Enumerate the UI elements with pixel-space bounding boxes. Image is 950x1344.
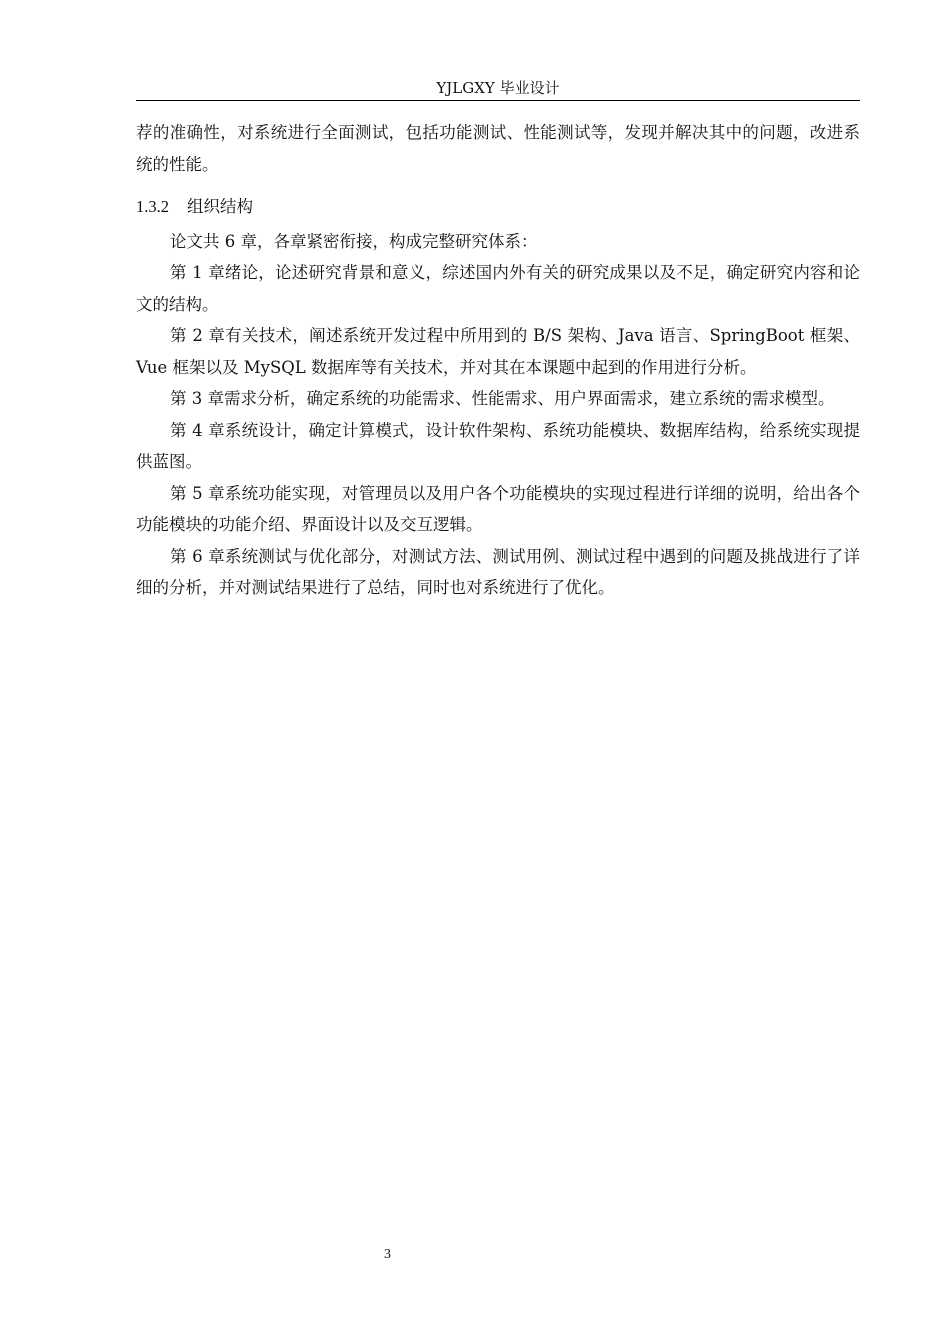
- section-heading: [136, 191, 860, 223]
- paragraph-chapter-3: 第 3 章需求分析，确定系统的功能需求、性能需求、用户界面需求，建立系统的需求模型。: [170, 389, 835, 408]
- paragraph-intro: 论文共 6 章，各章紧密衔接，构成完整研究体系：: [170, 231, 538, 251]
- paragraph-chapter-4: 第 4 章系统设计，确定计算模式，设计软件架构、系统功能模块、数据库结构，给系统实现提供蓝图。: [136, 420, 860, 471]
- paragraph-chapter-6: 第 6 章系统测试与优化部分，对测试方法、测试用例、测试过程中遇到的问题及挑战进行了详细的分析，并对测试结果进行了总结，同时也对系统进行了优化。: [136, 546, 860, 597]
- paragraph-chapter-1: 第 1 章绪论，论述研究背景和意义，综述国内外有关的研究成果以及不足，确定研究内容和论文的结构。: [136, 263, 860, 314]
- page-header-title: YJLGXY 毕业设计: [436, 79, 560, 97]
- document-body: [136, 117, 860, 604]
- paragraph-chapter-5: 第 5 章系统功能实现，对管理员以及用户各个功能模块的实现过程进行详细的说明，给出各个功能模块的功能介绍、界面设计以及交互逻辑。: [136, 483, 860, 534]
- continuation-paragraph: 荐的准确性，对系统进行全面测试，包括功能测试、性能测试等，发现并解决其中的问题，改进系统的性能。: [136, 123, 860, 174]
- header-divider: [136, 100, 860, 101]
- paragraph-chapter-2: 第 2 章有关技术，阐述系统开发过程中所用到的 B/S 架构、Java 语言、SpringBoot 框架、Vue 框架以及 MySQL 数据库等有关技术，并对其在本课题中起到的作用进行分析。: [136, 326, 860, 377]
- section-title: 组织结构: [187, 197, 253, 216]
- section-number: 1.3.2: [136, 197, 169, 216]
- page-number: 3: [384, 1247, 391, 1262]
